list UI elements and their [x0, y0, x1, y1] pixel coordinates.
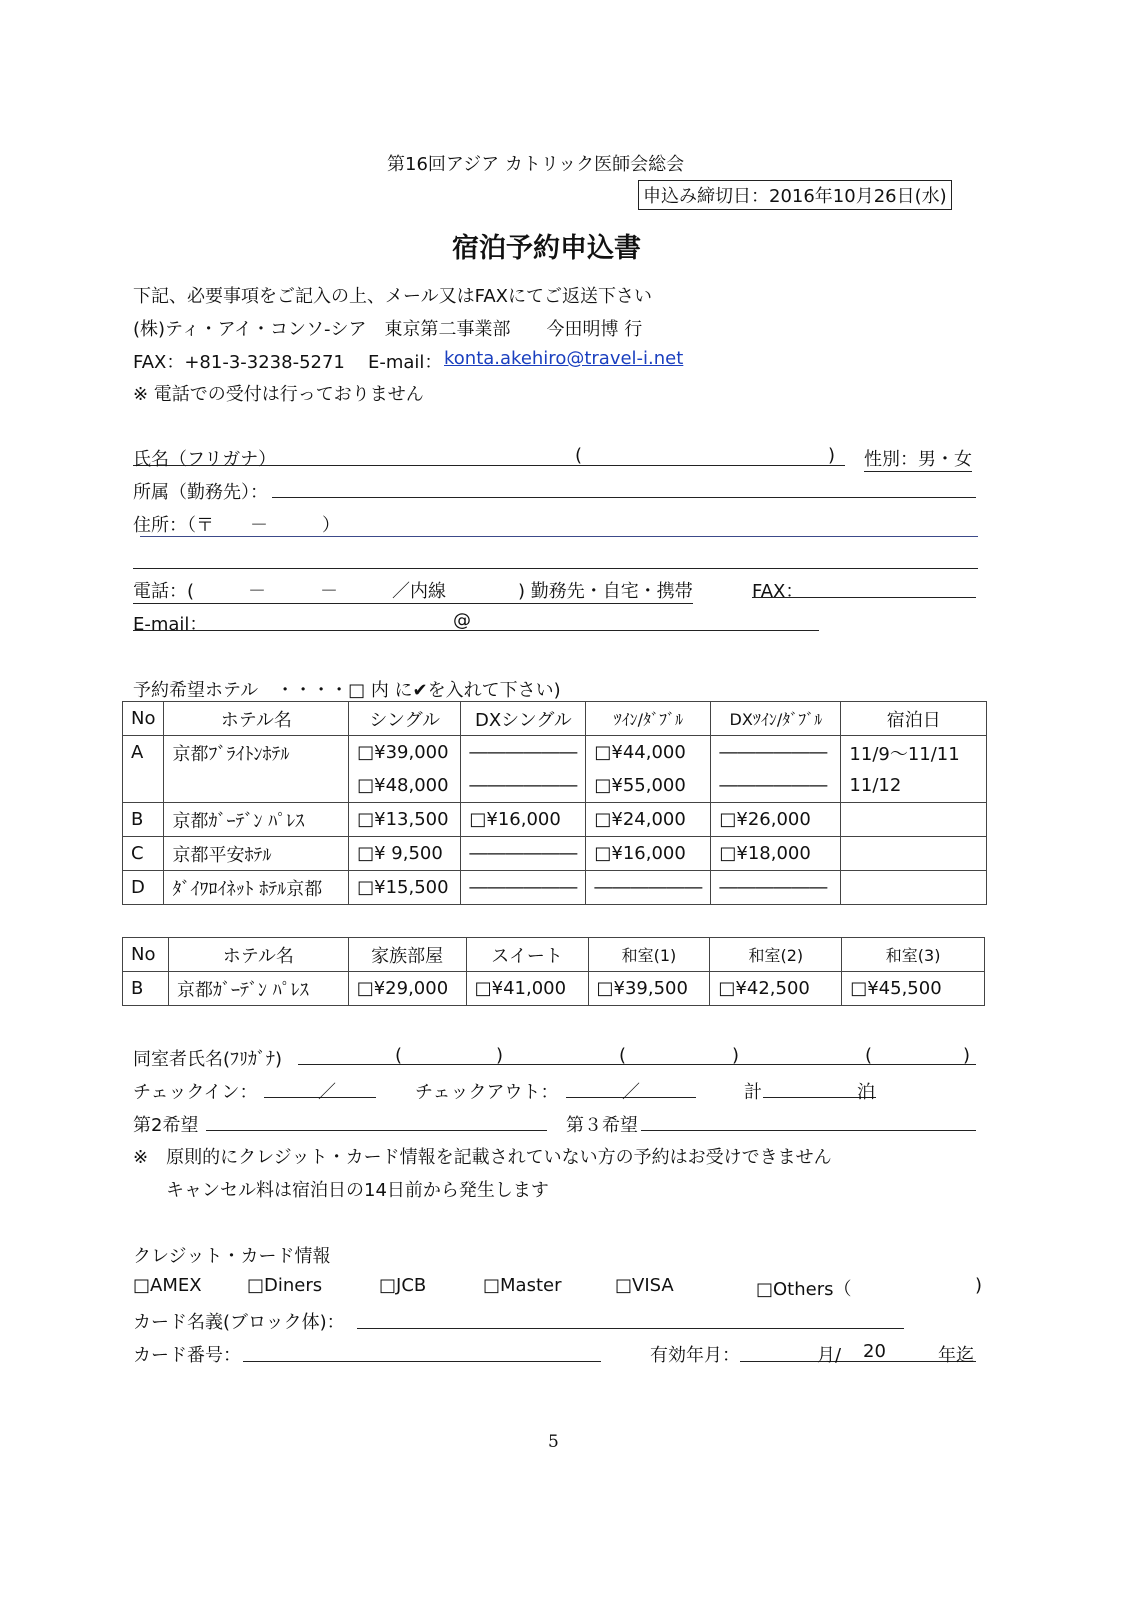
roommate-paren-close-3: ) [963, 1045, 971, 1066]
kana-paren-open: ( [575, 445, 583, 466]
card-option-others[interactable]: □Others（ [756, 1279, 852, 1300]
price-unavailable: ―――――― [461, 871, 586, 905]
conference-title: 第16回アジア カトリック医師会総会 [387, 154, 685, 175]
price-unavailable: ―――――― [711, 736, 841, 770]
expiry-label: 有効年月： [650, 1345, 740, 1366]
hotel-name: 京都平安ﾎﾃﾙ [164, 837, 349, 871]
credit-card-note: ※ 原則的にクレジット・カード情報を記載されていない方の予約はお受けできません [133, 1147, 832, 1168]
table-row [123, 871, 987, 905]
price-checkbox[interactable]: □¥16,000 [461, 803, 586, 837]
stay-dates [841, 871, 987, 905]
col-header-family: 家族部屋 [348, 938, 466, 972]
roommate-paren-close-2: ) [732, 1045, 740, 1066]
col-header-hotel: ホテル名 [168, 938, 348, 972]
price-checkbox[interactable]: □¥48,000 [349, 769, 461, 803]
col-header-washitsu-2: 和室(2) [710, 938, 842, 972]
stay-dates: 11/9～11/11 [841, 736, 987, 770]
second-choice-field[interactable] [206, 1130, 547, 1131]
third-choice-label: 第３希望 [566, 1115, 638, 1136]
price-unavailable: ―――――― [586, 871, 711, 905]
cancellation-note: キャンセル料は宿泊日の14日前から発生します [166, 1180, 549, 1201]
table-header-row [123, 702, 987, 736]
card-holder-label: カード名義(ブロック体)： [133, 1312, 345, 1333]
price-checkbox[interactable]: □¥24,000 [586, 803, 711, 837]
fax-field[interactable] [752, 597, 976, 598]
row-no: D [123, 871, 164, 905]
card-holder-field[interactable] [357, 1328, 904, 1329]
deadline-box: 申込み締切日：2016年10月26日(水) [638, 180, 952, 210]
nights-label: 泊 [857, 1082, 875, 1103]
row-no: B [123, 972, 169, 1006]
col-header-washitsu-3: 和室(3) [842, 938, 985, 972]
table-row [123, 972, 985, 1006]
gender-field[interactable]: 性別：男・女 [864, 445, 972, 472]
card-number-label: カード番号： [133, 1345, 241, 1366]
col-header-dates: 宿泊日 [841, 702, 987, 736]
col-header-washitsu-1: 和室(1) [588, 938, 710, 972]
hotel-name [164, 769, 349, 803]
affiliation-label: 所属（勤務先）： [133, 482, 268, 503]
roommate-paren-open-2: ( [619, 1045, 627, 1066]
card-option-diners[interactable]: □Diners [247, 1275, 323, 1296]
checkout-slash: ／ [622, 1082, 640, 1103]
row-no [123, 769, 164, 803]
price-checkbox[interactable]: □¥55,000 [586, 769, 711, 803]
email-field-label: E-mail： [133, 614, 208, 635]
second-choice-label: 第2希望 [133, 1115, 199, 1136]
fax-number: FAX：+81-3-3238-5271 [133, 352, 345, 373]
price-checkbox[interactable]: □¥15,500 [349, 871, 461, 905]
affiliation-field[interactable] [272, 497, 976, 498]
price-checkbox[interactable]: □¥16,000 [586, 837, 711, 871]
roommate-paren-close-1: ) [496, 1045, 504, 1066]
expiry-year-prefix: 20 [863, 1341, 886, 1362]
stay-dates: 11/12 [841, 769, 987, 803]
card-option-amex[interactable]: □AMEX [133, 1275, 202, 1296]
hotel-name: ﾀﾞｲﾜﾛｲﾈｯﾄ ﾎﾃﾙ京都 [164, 871, 349, 905]
col-header-hotel: ホテル名 [164, 702, 349, 736]
phone-field[interactable]: 電話：( － － ／内線 ) 勤務先・自宅・携帯 [133, 577, 693, 604]
stay-dates [841, 803, 987, 837]
fax-label: FAX： [752, 581, 804, 602]
page-number: 5 [548, 1432, 559, 1452]
row-no: C [123, 837, 164, 871]
third-choice-field[interactable] [641, 1130, 976, 1131]
price-checkbox[interactable]: □¥44,000 [586, 736, 711, 770]
price-checkbox[interactable]: □¥18,000 [711, 837, 841, 871]
card-option-jcb[interactable]: □JCB [379, 1275, 427, 1296]
expiry-month-suffix: 月/ [817, 1345, 842, 1366]
address-field-line-1[interactable] [140, 536, 978, 537]
roommate-paren-open-3: ( [865, 1045, 873, 1066]
price-unavailable: ―――――― [461, 837, 586, 871]
total-label: 計 [744, 1082, 762, 1103]
col-header-dx-twin: DXﾂｲﾝ/ﾀﾞﾌﾞﾙ [711, 702, 841, 736]
hotel-name: 京都ﾌﾞﾗｲﾄﾝﾎﾃﾙ [164, 736, 349, 770]
col-header-no: No [123, 702, 164, 736]
phone-note: ※ 電話での受付は行っておりません [133, 384, 424, 405]
col-header-single: シングル [349, 702, 461, 736]
at-sign: @ [453, 610, 471, 631]
page-title: 宿泊予約申込書 [452, 233, 641, 264]
price-unavailable: ―――――― [711, 871, 841, 905]
table-header-row [123, 938, 985, 972]
hotel-table [122, 701, 987, 905]
col-header-dx-single: DXシングル [461, 702, 586, 736]
table-row [123, 736, 987, 770]
hotel-name: 京都ｶﾞｰﾃﾞﾝ ﾊﾟﾚｽ [168, 972, 348, 1006]
hotel-table-caption: 予約希望ホテル ・・・・□ 内 に✔を入れて下さい) [133, 680, 561, 701]
email-field[interactable] [133, 630, 819, 631]
name-label: 氏名（フリガナ） [133, 449, 277, 470]
checkin-slash: ／ [318, 1082, 336, 1103]
address-label: 住所：（〒 － ） [133, 515, 340, 536]
hotel-name: 京都ｶﾞｰﾃﾞﾝ ﾊﾟﾚｽ [164, 803, 349, 837]
price-checkbox[interactable]: □¥39,500 [588, 972, 710, 1006]
expiry-year-suffix: 年迄 [938, 1345, 974, 1366]
col-header-suite: スイート [466, 938, 588, 972]
checkout-label: チェックアウト： [415, 1082, 559, 1103]
roommate-label: 同室者氏名(ﾌﾘｶﾞﾅ) [133, 1049, 283, 1070]
email-label: E-mail： [368, 352, 443, 373]
table-row [123, 803, 987, 837]
instructions-line: 下記、必要事項をご記入の上、メール又はFAXにてご返送下さい [133, 286, 652, 307]
price-unavailable: ―――――― [461, 736, 586, 770]
table-row [123, 769, 987, 803]
room-type-table [122, 937, 985, 1006]
price-checkbox[interactable]: □¥45,500 [842, 972, 985, 1006]
card-number-field[interactable] [243, 1361, 601, 1362]
row-no: A [123, 736, 164, 770]
price-checkbox[interactable]: □¥41,000 [466, 972, 588, 1006]
price-unavailable: ―――――― [461, 769, 586, 803]
price-checkbox[interactable]: □¥26,000 [711, 803, 841, 837]
checkin-label: チェックイン： [133, 1082, 258, 1103]
roommate-paren-open-1: ( [395, 1045, 403, 1066]
price-checkbox[interactable]: □¥42,500 [710, 972, 842, 1006]
table-row [123, 837, 987, 871]
price-unavailable: ―――――― [711, 769, 841, 803]
price-checkbox[interactable]: □¥29,000 [348, 972, 466, 1006]
price-checkbox[interactable]: □¥ 9,500 [349, 837, 461, 871]
card-option-visa[interactable]: □VISA [615, 1275, 674, 1296]
price-checkbox[interactable]: □¥39,000 [349, 736, 461, 770]
contact-email-link[interactable]: konta.akehiro@travel-i.net [444, 348, 684, 369]
row-no: B [123, 803, 164, 837]
col-header-twin: ﾂｲﾝ/ﾀﾞﾌﾞﾙ [586, 702, 711, 736]
card-section-title: クレジット・カード情報 [133, 1246, 331, 1267]
card-option-master[interactable]: □Master [483, 1275, 562, 1296]
price-checkbox[interactable]: □¥13,500 [349, 803, 461, 837]
kana-paren-close: ) [828, 445, 836, 466]
address-field-line-2[interactable] [133, 568, 978, 569]
col-header-no: No [123, 938, 169, 972]
stay-dates [841, 837, 987, 871]
others-paren-close: ) [975, 1275, 983, 1296]
recipient-line: (株)ティ・アイ・コンソ-シア 東京第二事業部 今田明博 行 [133, 319, 643, 340]
